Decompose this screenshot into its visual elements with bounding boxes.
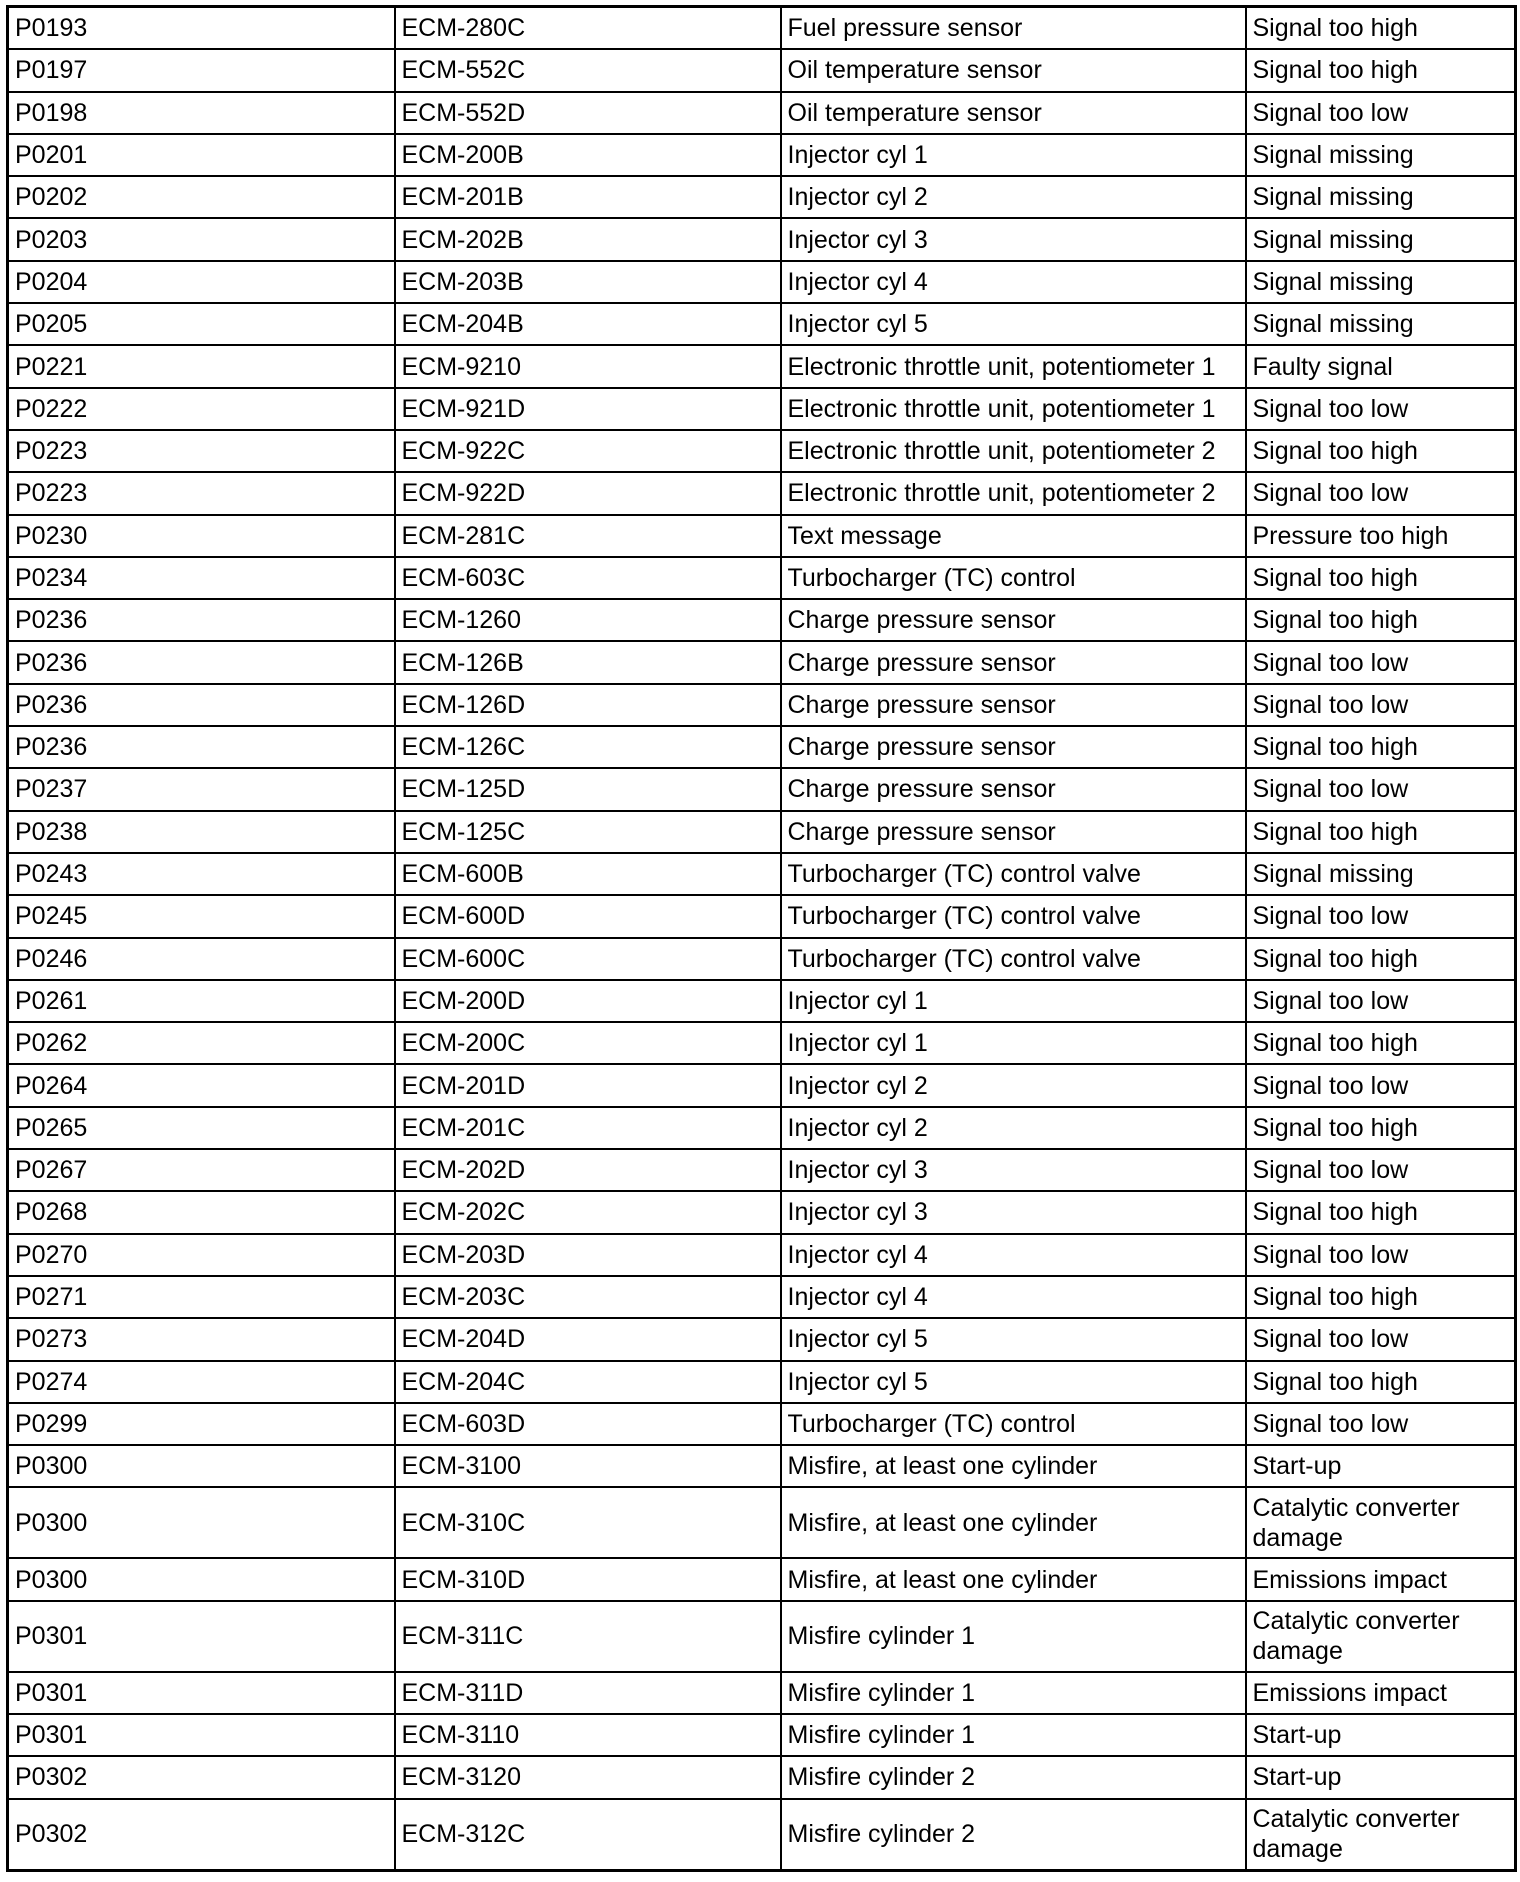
table-row (8, 430, 1516, 472)
table-row (8, 1318, 1516, 1360)
table-row (8, 557, 1516, 599)
table-row (8, 176, 1516, 218)
fault-cell: Start-up (1246, 1445, 1516, 1487)
dtc-code-cell: P0300 (8, 1558, 395, 1600)
table-row (8, 49, 1516, 91)
component-cell: Misfire cylinder 2 (781, 1799, 1246, 1871)
ecm-code-cell: ECM-125D (395, 768, 781, 810)
component-cell: Charge pressure sensor (781, 726, 1246, 768)
component-cell: Injector cyl 3 (781, 218, 1246, 260)
dtc-code-cell: P0222 (8, 388, 395, 430)
table-row (8, 1601, 1516, 1672)
table-row (8, 938, 1516, 980)
dtc-code-cell: P0237 (8, 768, 395, 810)
fault-cell: Signal too low (1246, 684, 1516, 726)
fault-cell: Signal too low (1246, 641, 1516, 683)
component-cell: Charge pressure sensor (781, 641, 1246, 683)
table-row (8, 811, 1516, 853)
ecm-code-cell: ECM-552D (395, 92, 781, 134)
fault-cell: Catalytic converter damage (1246, 1799, 1516, 1871)
fault-cell: Signal too high (1246, 1276, 1516, 1318)
component-cell: Turbocharger (TC) control valve (781, 895, 1246, 937)
dtc-code-cell: P0197 (8, 49, 395, 91)
table-row (8, 1672, 1516, 1714)
table-row (8, 1799, 1516, 1871)
ecm-code-cell: ECM-201C (395, 1107, 781, 1149)
dtc-code-cell: P0267 (8, 1149, 395, 1191)
fault-cell: Pressure too high (1246, 515, 1516, 557)
fault-cell: Signal too high (1246, 557, 1516, 599)
fault-cell: Signal missing (1246, 853, 1516, 895)
fault-cell: Start-up (1246, 1714, 1516, 1756)
ecm-code-cell: ECM-201B (395, 176, 781, 218)
ecm-code-cell: ECM-203B (395, 261, 781, 303)
component-cell: Injector cyl 2 (781, 176, 1246, 218)
table-row (8, 261, 1516, 303)
component-cell: Charge pressure sensor (781, 768, 1246, 810)
table-row (8, 641, 1516, 683)
dtc-code-cell: P0264 (8, 1064, 395, 1106)
dtc-code-cell: P0274 (8, 1361, 395, 1403)
dtc-code-cell: P0243 (8, 853, 395, 895)
dtc-code-cell: P0221 (8, 345, 395, 387)
component-cell: Electronic throttle unit, potentiometer 2 (781, 472, 1246, 514)
table-row (8, 726, 1516, 768)
fault-cell: Signal too high (1246, 7, 1516, 50)
ecm-code-cell: ECM-603D (395, 1403, 781, 1445)
fault-cell: Signal too high (1246, 430, 1516, 472)
table-row (8, 345, 1516, 387)
ecm-code-cell: ECM-552C (395, 49, 781, 91)
ecm-code-cell: ECM-203C (395, 1276, 781, 1318)
dtc-code-cell: P0301 (8, 1714, 395, 1756)
fault-cell: Emissions impact (1246, 1672, 1516, 1714)
component-cell: Injector cyl 3 (781, 1149, 1246, 1191)
ecm-code-cell: ECM-311D (395, 1672, 781, 1714)
table-row (8, 1445, 1516, 1487)
component-cell: Electronic throttle unit, potentiometer 2 (781, 430, 1246, 472)
component-cell: Injector cyl 3 (781, 1191, 1246, 1233)
dtc-code-cell: P0230 (8, 515, 395, 557)
table-row (8, 134, 1516, 176)
ecm-code-cell: ECM-125C (395, 811, 781, 853)
ecm-code-cell: ECM-600B (395, 853, 781, 895)
ecm-code-cell: ECM-202C (395, 1191, 781, 1233)
table-row (8, 92, 1516, 134)
fault-cell: Signal missing (1246, 134, 1516, 176)
fault-cell: Signal too low (1246, 768, 1516, 810)
dtc-code-cell: P0236 (8, 726, 395, 768)
table-row (8, 1022, 1516, 1064)
dtc-code-cell: P0271 (8, 1276, 395, 1318)
dtc-code-cell: P0245 (8, 895, 395, 937)
ecm-code-cell: ECM-603C (395, 557, 781, 599)
dtc-code-cell: P0300 (8, 1487, 395, 1558)
fault-cell: Signal missing (1246, 218, 1516, 260)
component-cell: Injector cyl 5 (781, 1318, 1246, 1360)
dtc-code-cell: P0202 (8, 176, 395, 218)
table-row (8, 1361, 1516, 1403)
ecm-code-cell: ECM-202D (395, 1149, 781, 1191)
dtc-code-cell: P0262 (8, 1022, 395, 1064)
dtc-code-cell: P0236 (8, 641, 395, 683)
table-row (8, 684, 1516, 726)
component-cell: Misfire cylinder 1 (781, 1714, 1246, 1756)
component-cell: Turbocharger (TC) control valve (781, 853, 1246, 895)
dtc-code-cell: P0223 (8, 430, 395, 472)
dtc-code-cell: P0273 (8, 1318, 395, 1360)
component-cell: Charge pressure sensor (781, 684, 1246, 726)
table-row (8, 388, 1516, 430)
table-row (8, 1558, 1516, 1600)
table-row (8, 218, 1516, 260)
component-cell: Charge pressure sensor (781, 811, 1246, 853)
table-row (8, 515, 1516, 557)
fault-cell: Signal missing (1246, 261, 1516, 303)
ecm-code-cell: ECM-310C (395, 1487, 781, 1558)
component-cell: Misfire, at least one cylinder (781, 1487, 1246, 1558)
table-row (8, 1064, 1516, 1106)
fault-cell: Faulty signal (1246, 345, 1516, 387)
ecm-code-cell: ECM-921D (395, 388, 781, 430)
fault-cell: Signal too high (1246, 938, 1516, 980)
dtc-code-cell: P0223 (8, 472, 395, 514)
dtc-code-cell: P0270 (8, 1234, 395, 1276)
dtc-code-cell: P0301 (8, 1601, 395, 1672)
ecm-code-cell: ECM-311C (395, 1601, 781, 1672)
component-cell: Electronic throttle unit, potentiometer 1 (781, 388, 1246, 430)
fault-cell: Signal too low (1246, 388, 1516, 430)
component-cell: Oil temperature sensor (781, 92, 1246, 134)
ecm-code-cell: ECM-281C (395, 515, 781, 557)
ecm-code-cell: ECM-203D (395, 1234, 781, 1276)
dtc-code-cell: P0203 (8, 218, 395, 260)
fault-cell: Signal too low (1246, 92, 1516, 134)
fault-cell: Signal too low (1246, 980, 1516, 1022)
ecm-code-cell: ECM-9210 (395, 345, 781, 387)
table-row (8, 472, 1516, 514)
component-cell: Turbocharger (TC) control (781, 1403, 1246, 1445)
table-row (8, 1234, 1516, 1276)
dtc-code-cell: P0268 (8, 1191, 395, 1233)
component-cell: Injector cyl 4 (781, 1234, 1246, 1276)
ecm-code-cell: ECM-204D (395, 1318, 781, 1360)
ecm-code-cell: ECM-126D (395, 684, 781, 726)
dtc-code-cell: P0302 (8, 1799, 395, 1871)
component-cell: Injector cyl 2 (781, 1064, 1246, 1106)
fault-cell: Signal too high (1246, 1107, 1516, 1149)
table-row (8, 1487, 1516, 1558)
ecm-code-cell: ECM-1260 (395, 599, 781, 641)
fault-cell: Signal too low (1246, 1403, 1516, 1445)
table-row (8, 1191, 1516, 1233)
ecm-code-cell: ECM-3110 (395, 1714, 781, 1756)
fault-cell: Signal too high (1246, 1191, 1516, 1233)
fault-cell: Catalytic converter damage (1246, 1601, 1516, 1672)
fault-cell: Signal too low (1246, 472, 1516, 514)
dtc-table (6, 5, 1517, 1872)
fault-cell: Signal too low (1246, 1064, 1516, 1106)
ecm-code-cell: ECM-3100 (395, 1445, 781, 1487)
dtc-code-cell: P0205 (8, 303, 395, 345)
fault-cell: Signal too high (1246, 726, 1516, 768)
table-row (8, 1107, 1516, 1149)
table-row (8, 1714, 1516, 1756)
ecm-code-cell: ECM-204C (395, 1361, 781, 1403)
ecm-code-cell: ECM-200D (395, 980, 781, 1022)
ecm-code-cell: ECM-922D (395, 472, 781, 514)
dtc-code-cell: P0234 (8, 557, 395, 599)
dtc-code-cell: P0246 (8, 938, 395, 980)
dtc-code-cell: P0299 (8, 1403, 395, 1445)
ecm-code-cell: ECM-200B (395, 134, 781, 176)
dtc-code-cell: P0300 (8, 1445, 395, 1487)
dtc-code-cell: P0236 (8, 599, 395, 641)
table-row (8, 853, 1516, 895)
component-cell: Injector cyl 1 (781, 980, 1246, 1022)
fault-cell: Signal too high (1246, 49, 1516, 91)
component-cell: Injector cyl 1 (781, 1022, 1246, 1064)
ecm-code-cell: ECM-200C (395, 1022, 781, 1064)
component-cell: Injector cyl 5 (781, 1361, 1246, 1403)
ecm-code-cell: ECM-3120 (395, 1756, 781, 1798)
dtc-code-cell: P0261 (8, 980, 395, 1022)
fault-cell: Signal too low (1246, 1234, 1516, 1276)
fault-cell: Signal too high (1246, 1361, 1516, 1403)
component-cell: Misfire cylinder 2 (781, 1756, 1246, 1798)
fault-cell: Signal too high (1246, 1022, 1516, 1064)
fault-cell: Signal missing (1246, 176, 1516, 218)
table-row (8, 303, 1516, 345)
component-cell: Turbocharger (TC) control valve (781, 938, 1246, 980)
table-row (8, 1276, 1516, 1318)
fault-cell: Start-up (1246, 1756, 1516, 1798)
component-cell: Electronic throttle unit, potentiometer 1 (781, 345, 1246, 387)
table-row (8, 768, 1516, 810)
ecm-code-cell: ECM-126B (395, 641, 781, 683)
table-row (8, 980, 1516, 1022)
component-cell: Text message (781, 515, 1246, 557)
ecm-code-cell: ECM-204B (395, 303, 781, 345)
component-cell: Injector cyl 4 (781, 261, 1246, 303)
ecm-code-cell: ECM-600C (395, 938, 781, 980)
dtc-code-cell: P0193 (8, 7, 395, 50)
table-row (8, 895, 1516, 937)
table-row (8, 599, 1516, 641)
dtc-code-cell: P0204 (8, 261, 395, 303)
fault-cell: Signal too high (1246, 811, 1516, 853)
table-row (8, 1403, 1516, 1445)
ecm-code-cell: ECM-126C (395, 726, 781, 768)
dtc-code-cell: P0265 (8, 1107, 395, 1149)
component-cell: Turbocharger (TC) control (781, 557, 1246, 599)
table-row (8, 1149, 1516, 1191)
component-cell: Charge pressure sensor (781, 599, 1246, 641)
dtc-code-cell: P0238 (8, 811, 395, 853)
component-cell: Injector cyl 1 (781, 134, 1246, 176)
component-cell: Misfire, at least one cylinder (781, 1558, 1246, 1600)
dtc-code-cell: P0201 (8, 134, 395, 176)
component-cell: Misfire cylinder 1 (781, 1672, 1246, 1714)
ecm-code-cell: ECM-922C (395, 430, 781, 472)
component-cell: Misfire, at least one cylinder (781, 1445, 1246, 1487)
component-cell: Misfire cylinder 1 (781, 1601, 1246, 1672)
dtc-code-cell: P0236 (8, 684, 395, 726)
ecm-code-cell: ECM-310D (395, 1558, 781, 1600)
dtc-code-cell: P0301 (8, 1672, 395, 1714)
fault-cell: Emissions impact (1246, 1558, 1516, 1600)
component-cell: Oil temperature sensor (781, 49, 1246, 91)
table-row (8, 7, 1516, 50)
fault-cell: Signal too low (1246, 1149, 1516, 1191)
dtc-code-cell: P0302 (8, 1756, 395, 1798)
ecm-code-cell: ECM-312C (395, 1799, 781, 1871)
component-cell: Injector cyl 2 (781, 1107, 1246, 1149)
fault-cell: Signal too low (1246, 895, 1516, 937)
fault-cell: Signal too high (1246, 599, 1516, 641)
component-cell: Fuel pressure sensor (781, 7, 1246, 50)
component-cell: Injector cyl 5 (781, 303, 1246, 345)
component-cell: Injector cyl 4 (781, 1276, 1246, 1318)
ecm-code-cell: ECM-202B (395, 218, 781, 260)
dtc-code-cell: P0198 (8, 92, 395, 134)
ecm-code-cell: ECM-280C (395, 7, 781, 50)
table-row (8, 1756, 1516, 1798)
fault-cell: Signal missing (1246, 303, 1516, 345)
fault-cell: Catalytic converter damage (1246, 1487, 1516, 1558)
dtc-table-body (8, 7, 1516, 1871)
ecm-code-cell: ECM-201D (395, 1064, 781, 1106)
ecm-code-cell: ECM-600D (395, 895, 781, 937)
fault-cell: Signal too low (1246, 1318, 1516, 1360)
